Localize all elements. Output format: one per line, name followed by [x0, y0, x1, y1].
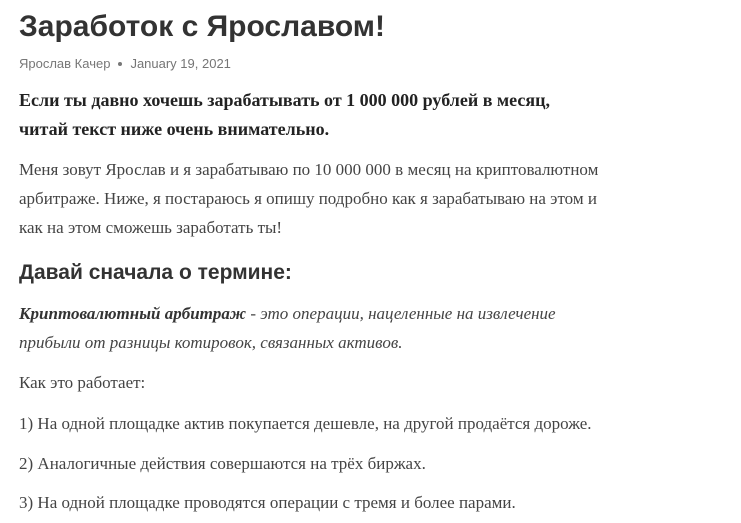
intro-paragraph: [19, 155, 724, 242]
definition-line: прибыли от разницы котировок, связанных активов.: [19, 333, 403, 352]
definition-line: [19, 299, 724, 328]
intro-line: Меня зовут Ярослав и я зарабатываю по 10 000 000 в месяц на криптовалютном: [19, 160, 599, 179]
step-item: 1) На одной площадке актив покупается дешевле, на другой продаётся дороже.: [19, 414, 592, 433]
lead-line: читай текст ниже очень внимательно.: [19, 119, 330, 139]
definition-paragraph: [19, 299, 724, 357]
publish-date: January 19, 2021: [130, 56, 231, 71]
intro-line: как на этом сможешь заработать ты!: [19, 218, 283, 237]
how-it-works-label: Как это работает:: [19, 373, 146, 392]
definition-term: Криптовалютный арбитраж: [19, 304, 247, 323]
lead-paragraph: [19, 86, 724, 144]
step-item: 3) На одной площадке проводятся операции с тремя и более парами.: [19, 493, 516, 512]
article-meta: [19, 55, 231, 73]
meta-separator-dot: [118, 62, 122, 66]
intro-line: арбитраже. Ниже, я постараюсь я опишу подробно как я зарабатываю на этом и: [19, 189, 597, 208]
section-heading: Давай сначала о термине:: [19, 261, 292, 284]
article-title: Заработок с Ярославом!: [19, 10, 385, 43]
lead-line: Если ты давно хочешь зарабатывать от 1 000 000 рублей в месяц,: [19, 90, 550, 110]
author-name[interactable]: Ярослав Качер: [19, 56, 111, 71]
definition-text: - это операции, нацеленные на извлечение: [246, 304, 556, 323]
step-item: 2) Аналогичные действия совершаются на трёх биржах.: [19, 454, 426, 473]
